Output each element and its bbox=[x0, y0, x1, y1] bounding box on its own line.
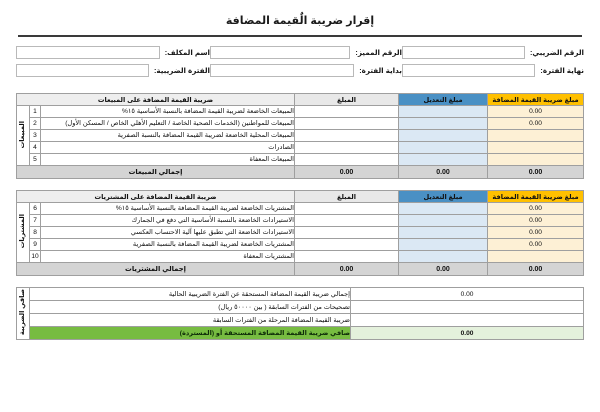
row-vat-amount[interactable]: 0.00 bbox=[488, 227, 584, 239]
table-row bbox=[17, 142, 584, 154]
row-index: 4 bbox=[30, 142, 41, 154]
purchases-table bbox=[16, 190, 584, 276]
row-index: 7 bbox=[30, 215, 41, 227]
row-amount[interactable] bbox=[295, 106, 399, 118]
summary-row bbox=[17, 301, 584, 314]
total-label: إجمالي المشتريات bbox=[17, 263, 295, 276]
sales-table-header-row bbox=[17, 94, 584, 106]
period-end-label: نهاية الفترة: bbox=[540, 66, 584, 75]
row-amount[interactable] bbox=[295, 130, 399, 142]
tax-period-label: الفترة الضريبية: bbox=[153, 66, 210, 75]
tax-period-input[interactable] bbox=[16, 64, 149, 77]
period-start-label: بداية الفترة: bbox=[359, 66, 402, 75]
table-row bbox=[17, 239, 584, 251]
spacer-before-summary bbox=[0, 276, 600, 287]
tax-number-group bbox=[402, 46, 584, 59]
row-adjustment-amount[interactable] bbox=[399, 130, 488, 142]
section-label-vertical: المشتريات bbox=[17, 203, 30, 263]
row-vat-amount[interactable]: 0.00 bbox=[488, 203, 584, 215]
summary-section-label-vertical: صافي الضريبة bbox=[17, 288, 30, 340]
summary-row-value[interactable] bbox=[351, 301, 584, 314]
row-amount[interactable] bbox=[295, 215, 399, 227]
purchases-header-amount: المبلغ bbox=[295, 191, 399, 203]
table-row bbox=[17, 227, 584, 239]
table-total-row bbox=[17, 263, 584, 276]
row-adjustment-amount[interactable] bbox=[399, 154, 488, 166]
sales-header-adjustment: مبلغ التعديل bbox=[399, 94, 488, 106]
row-index: 6 bbox=[30, 203, 41, 215]
summary-row-label: ضريبة القيمة المضافة المرحلة من الفترات السابقة bbox=[30, 314, 351, 327]
purchases-header-description: ضريبة القيمة المضافة على المشتريات bbox=[17, 191, 295, 203]
table-row bbox=[17, 203, 584, 215]
row-adjustment-amount[interactable] bbox=[399, 118, 488, 130]
row-description: المبيعات للمواطنين (الخدمات الصحية الخاصة / التعليم الأهلي الخاص / المسكن الأول) bbox=[41, 118, 295, 130]
identity-row-1 bbox=[16, 46, 584, 59]
page-title: إقرار ضريبة الٌقيمة المضافة bbox=[225, 15, 375, 27]
summary-final-row bbox=[17, 327, 584, 340]
sales-header-description: ضريبة القيمة المضافة على المبيعات bbox=[17, 94, 295, 106]
summary-table bbox=[16, 287, 584, 340]
total-adjustment-amount: 0.00 bbox=[399, 263, 488, 276]
row-vat-amount[interactable]: 0.00 bbox=[488, 118, 584, 130]
tax-number-label: الرقم الضريبي: bbox=[530, 48, 584, 57]
row-adjustment-amount[interactable] bbox=[399, 251, 488, 263]
row-index: 5 bbox=[30, 154, 41, 166]
row-amount[interactable] bbox=[295, 239, 399, 251]
section-label-vertical: المبيعات bbox=[17, 106, 30, 166]
row-amount[interactable] bbox=[295, 154, 399, 166]
row-adjustment-amount[interactable] bbox=[399, 239, 488, 251]
total-amount: 0.00 bbox=[295, 166, 399, 179]
sales-table bbox=[16, 93, 584, 179]
table-total-row bbox=[17, 166, 584, 179]
tax-number-input[interactable] bbox=[402, 46, 525, 59]
row-description: المبيعات الخاضعة لضريبة القيمة المضافة بالنسبة الأساسية ١٥% bbox=[41, 106, 295, 118]
identity-row-2 bbox=[16, 64, 584, 77]
sales-header-vat: مبلغ ضريبة القيمة المضافة bbox=[488, 94, 584, 106]
summary-row-label: تصحيحات من الفترات السابقة ( بين ٥٠٠٠٠ ريال) bbox=[30, 301, 351, 314]
summary-row-label: إجمالي ضريبة القيمة المضافة المستحقة عن الفترة الضريبية الحالية bbox=[30, 288, 351, 301]
row-vat-amount[interactable]: 0.00 bbox=[488, 215, 584, 227]
period-end-input[interactable] bbox=[402, 64, 535, 77]
row-description: المبيعات المعفاة bbox=[41, 154, 295, 166]
row-amount[interactable] bbox=[295, 227, 399, 239]
row-amount[interactable] bbox=[295, 251, 399, 263]
total-amount: 0.00 bbox=[295, 263, 399, 276]
row-description: المشتريات الخاضعة لضريبة القيمة المضافة بالنسبة الصفرية bbox=[41, 239, 295, 251]
row-description: الصادرات bbox=[41, 142, 295, 154]
row-index: 10 bbox=[30, 251, 41, 263]
row-vat-amount[interactable] bbox=[488, 154, 584, 166]
summary-row bbox=[17, 288, 584, 301]
summary-final-label: صافي ضريبة القيمة المضافة المستحقة أو (المستردة) bbox=[30, 327, 351, 340]
sales-table-body bbox=[17, 106, 584, 179]
period-end-group bbox=[402, 64, 584, 77]
row-vat-amount[interactable] bbox=[488, 142, 584, 154]
summary-row-value[interactable]: 0.00 bbox=[351, 288, 584, 301]
summary-row bbox=[17, 314, 584, 327]
row-vat-amount[interactable]: 0.00 bbox=[488, 239, 584, 251]
row-index: 2 bbox=[30, 118, 41, 130]
purchases-table-body bbox=[17, 203, 584, 276]
row-adjustment-amount[interactable] bbox=[399, 215, 488, 227]
purchases-header-adjustment: مبلغ التعديل bbox=[399, 191, 488, 203]
table-row bbox=[17, 130, 584, 142]
sales-header-amount: المبلغ bbox=[295, 94, 399, 106]
row-vat-amount[interactable] bbox=[488, 251, 584, 263]
total-vat-amount: 0.00 bbox=[488, 166, 584, 179]
total-adjustment-amount: 0.00 bbox=[399, 166, 488, 179]
total-label: إجمالي المبيعات bbox=[17, 166, 295, 179]
table-row bbox=[17, 251, 584, 263]
period-start-group bbox=[210, 64, 402, 77]
unique-number-group bbox=[210, 46, 402, 59]
taxpayer-name-input[interactable] bbox=[16, 46, 160, 59]
table-row bbox=[17, 118, 584, 130]
spacer-between-tables bbox=[0, 179, 600, 190]
document-header bbox=[0, 0, 600, 37]
row-adjustment-amount[interactable] bbox=[399, 227, 488, 239]
row-index: 3 bbox=[30, 130, 41, 142]
row-adjustment-amount[interactable] bbox=[399, 203, 488, 215]
row-amount[interactable] bbox=[295, 203, 399, 215]
row-description: الاستيرادات الخاضعة التي تطبق عليها آلية الاحتساب العكسي bbox=[41, 227, 295, 239]
identity-fields bbox=[16, 46, 584, 77]
table-row bbox=[17, 106, 584, 118]
table-row bbox=[17, 215, 584, 227]
tax-period-group bbox=[16, 64, 210, 77]
purchases-table-header-row bbox=[17, 191, 584, 203]
row-adjustment-amount[interactable] bbox=[399, 142, 488, 154]
table-row bbox=[17, 154, 584, 166]
period-start-input[interactable] bbox=[210, 64, 354, 77]
row-vat-amount[interactable]: 0.00 bbox=[488, 106, 584, 118]
spacer-before-sales bbox=[0, 82, 600, 93]
summary-final-value[interactable]: 0.00 bbox=[351, 327, 584, 340]
unique-number-input[interactable] bbox=[210, 46, 350, 59]
taxpayer-name-group bbox=[16, 46, 210, 59]
summary-table-body bbox=[17, 288, 584, 340]
row-index: 1 bbox=[30, 106, 41, 118]
unique-number-label: الرقم المميز: bbox=[355, 48, 402, 57]
summary-row-value[interactable] bbox=[351, 314, 584, 327]
row-amount[interactable] bbox=[295, 142, 399, 154]
total-vat-amount: 0.00 bbox=[488, 263, 584, 276]
title-divider bbox=[18, 35, 582, 37]
row-amount[interactable] bbox=[295, 118, 399, 130]
row-index: 9 bbox=[30, 239, 41, 251]
row-description: المبيعات المحلية الخاضعة لضريبة القيمة المضافة بالنسبة الصفرية bbox=[41, 130, 295, 142]
taxpayer-name-label: اسم المكلف: bbox=[164, 48, 210, 57]
row-description: المشتريات الخاضعة لضريبة القيمة المضافة بالنسبة الأساسية ١٥% bbox=[41, 203, 295, 215]
row-description: المشتريات المعفاة bbox=[41, 251, 295, 263]
row-adjustment-amount[interactable] bbox=[399, 106, 488, 118]
row-description: الاستيرادات الخاضعة بالنسبة الأساسية التي دفع في الجمارك bbox=[41, 215, 295, 227]
row-vat-amount[interactable] bbox=[488, 130, 584, 142]
purchases-header-vat: مبلغ ضريبة القيمة المضافة bbox=[488, 191, 584, 203]
row-index: 8 bbox=[30, 227, 41, 239]
